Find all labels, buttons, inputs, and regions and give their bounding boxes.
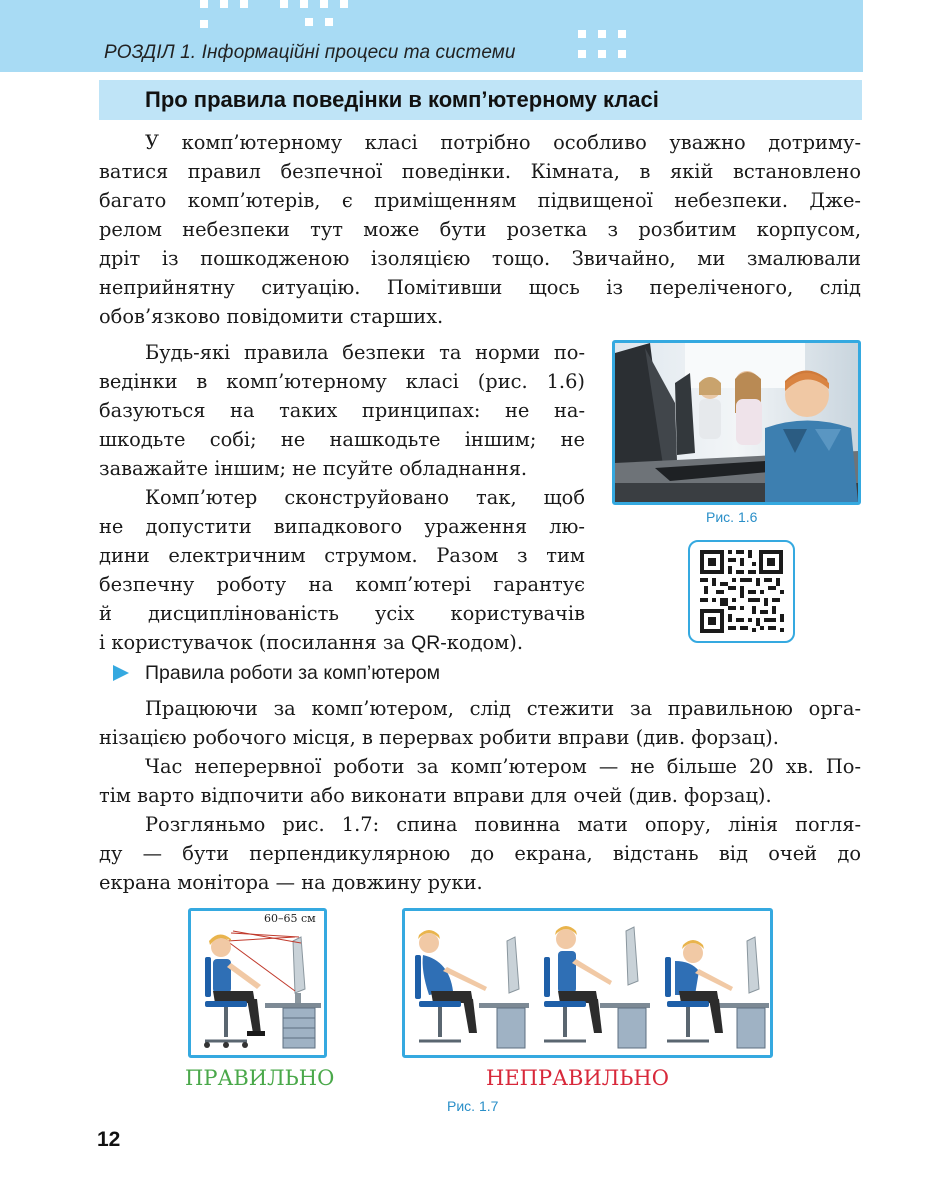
text-line: дини електричним струмом. Разом з тим	[99, 544, 585, 567]
text-line: і користувачок (посилання за QR-кодом).	[99, 631, 523, 654]
text-line: неприйнятну ситуацію. Помітивши щось із переліченого, слід	[99, 276, 861, 299]
figure-1-6-caption: Рис. 1.6	[706, 509, 758, 525]
label-incorrect: НЕПРАВИЛЬНО	[486, 1066, 669, 1090]
subheading-arrow-icon	[113, 665, 129, 681]
text-line: Комп’ютер сконструйовано так, щоб	[145, 486, 585, 509]
subheading: Правила роботи за комп’ютером	[145, 662, 441, 684]
text-line: не допустити випадкового ураження лю-	[99, 515, 585, 538]
text-line: базуються на таких принципах: не на-	[99, 399, 585, 422]
qr-text: QR	[411, 632, 441, 654]
text-line: нізацією робочого місця, в перервах робити вправи (див. форзац).	[99, 726, 779, 749]
text-line: екрана монітора — на довжину руки.	[99, 871, 483, 894]
text-line: дріт із пошкодженою ізоляцією тощо. Звичайно, ми змалювали	[99, 247, 861, 270]
text-line: Розгляньмо рис. 1.7: спина повинна мати опору, лінія погля-	[145, 813, 861, 836]
text-line: шкодьте собі; не нашкодьте іншим; не	[99, 428, 585, 451]
text-line: У комп’ютерному класі потрібно особливо уважно дотриму-	[145, 131, 861, 154]
section-title: Про правила поведінки в комп’ютерному класі	[145, 87, 659, 112]
text-line: обов’язково повідомити старших.	[99, 305, 444, 328]
figure-incorrect-postures	[402, 908, 773, 1058]
text-line: Час неперервної роботи за комп’ютером — не більше 20 хв. По-	[145, 755, 861, 778]
text-line: й дисциплінованість усіх користувачів	[99, 602, 585, 625]
page-number: 12	[97, 1128, 121, 1151]
text-line: тім варто відпочити або виконати вправи для очей (див. форзац).	[99, 784, 772, 807]
text-line: безпечну роботу на комп’ютері гарантує	[99, 573, 585, 596]
text-line: Будь-які правила безпеки та норми по-	[145, 341, 585, 364]
chapter-heading: РОЗДІЛ 1. Інформаційні процеси та системи	[104, 42, 516, 63]
qr-code[interactable]	[688, 540, 795, 643]
text-line: ведінки в комп’ютерному класі (рис. 1.6)	[99, 370, 585, 393]
text-line: Працюючи за комп’ютером, слід стежити за правильною орга-	[145, 697, 861, 720]
figure-1-7-caption: Рис. 1.7	[447, 1098, 499, 1114]
distance-label: 60–65 см	[264, 912, 316, 925]
text-line: ду — бути перпендикулярною до екрана, відстань від очей до	[99, 842, 861, 865]
text-line: багато комп’ютерів, є приміщенням підвищеної небезпеки. Дже-	[99, 189, 861, 212]
figure-1-6-photo	[612, 340, 861, 505]
text-line: заважайте іншим; не псуйте обладнання.	[99, 457, 528, 480]
label-correct: ПРАВИЛЬНО	[185, 1066, 335, 1090]
qr-code-icon	[690, 542, 793, 641]
figure-correct-posture	[188, 908, 327, 1058]
text-line: релом небезпеки тут може бути розетка з розбитим корпусом,	[99, 218, 861, 241]
text-line: ватися правил безпечної поведінки. Кімната, в якій встановлено	[99, 160, 861, 183]
